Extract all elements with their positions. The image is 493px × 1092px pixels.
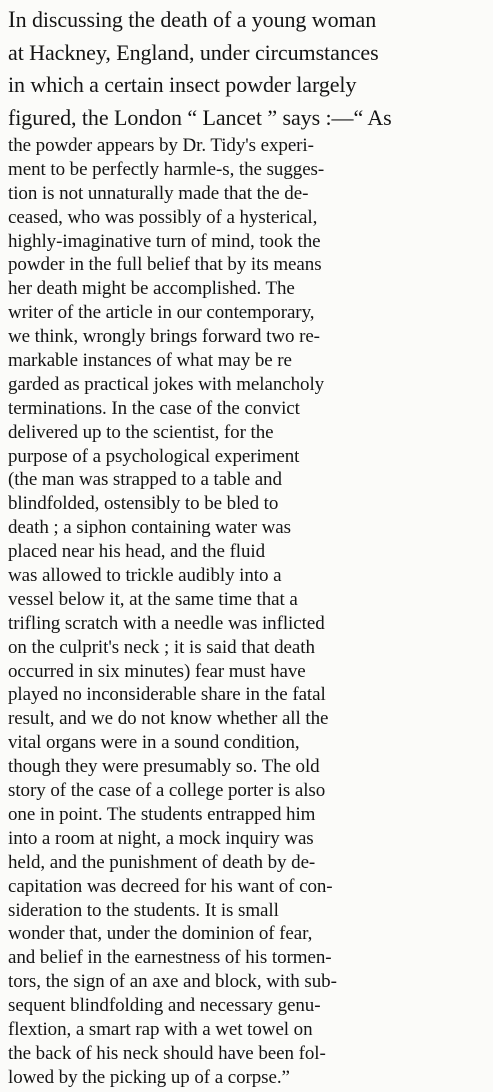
- body-line: death ; a siphon containing water was: [8, 517, 291, 539]
- body-line: blindfolded, ostensibly to be bled to: [8, 493, 279, 515]
- body-line: tion is not unnaturally made that the de-: [8, 182, 309, 204]
- lead-line: at Hackney, England, under circumstances: [8, 39, 379, 65]
- body-line: ment to be perfectly harmle-s, the sugges-: [8, 158, 325, 180]
- article-lead: [8, 4, 489, 134]
- body-line: the back of his neck should have been fol-: [8, 1042, 326, 1064]
- body-line: was allowed to trickle audibly into a: [8, 565, 282, 587]
- body-line: powder in the full belief that by its means: [8, 254, 322, 276]
- body-line: result, and we do not know whether all the: [8, 708, 329, 730]
- body-line: on the culprit's neck ; it is said that death: [8, 636, 315, 658]
- body-line: highly-imaginative turn of mind, took the: [8, 230, 321, 252]
- body-line: wonder that, under the dominion of fear,: [8, 923, 313, 945]
- body-line: delivered up to the scientist, for the: [8, 421, 274, 443]
- body-line: her death might be accomplished. The: [8, 278, 295, 300]
- body-line: into a room at night, a mock inquiry was: [8, 827, 314, 849]
- body-line: played no inconsiderable share in the fatal: [8, 684, 326, 706]
- body-line: the powder appears by Dr. Tidy's experi-: [8, 135, 314, 156]
- body-line: placed near his head, and the fluid: [8, 541, 266, 563]
- body-line: sideration to the students. It is small: [8, 899, 279, 921]
- body-line: capitation was decreed for his want of con-: [8, 875, 333, 897]
- body-line: lowed by the picking up of a corpse.”: [8, 1066, 290, 1088]
- body-line: we think, wrongly brings forward two re-: [8, 326, 320, 348]
- body-line: story of the case of a college porter is also: [8, 780, 326, 802]
- lead-line: in which a certain insect powder largely: [8, 72, 357, 97]
- body-line: (the man was strapped to a table and: [8, 469, 282, 491]
- body-line: one in point. The students entrapped him: [8, 803, 316, 825]
- article-body: [8, 134, 489, 1090]
- body-line: held, and the punishment of death by de-: [8, 851, 316, 873]
- body-line: occurred in six minutes) fear must have: [8, 660, 306, 682]
- lead-line: figured, the London “ Lancet ” says :—“ As: [8, 104, 392, 130]
- body-line: purpose of a psychological experiment: [8, 445, 300, 467]
- body-line: markable instances of what may be re: [8, 350, 292, 372]
- body-line: flextion, a smart rap with a wet towel on: [8, 1018, 313, 1040]
- body-line: though they were presumably so. The old: [8, 756, 320, 778]
- body-line: ceased, who was possibly of a hysterical,: [8, 206, 318, 228]
- body-line: terminations. In the case of the convict: [8, 397, 300, 419]
- body-line: writer of the article in our contemporary,: [8, 302, 315, 324]
- body-line: garded as practical jokes with melancholy: [8, 373, 325, 395]
- body-line: sequent blindfolding and necessary genu-: [8, 995, 321, 1017]
- body-line: tors, the sign of an axe and block, with sub-: [8, 971, 337, 993]
- body-line: vessel below it, at the same time that a: [8, 588, 298, 610]
- body-line: and belief in the earnestness of his tormen-: [8, 947, 332, 969]
- body-line: trifling scratch with a needle was inflicted: [8, 612, 325, 634]
- lead-line: In discussing the death of a young woman: [8, 7, 377, 32]
- body-line: vital organs were in a sound condition,: [8, 732, 300, 754]
